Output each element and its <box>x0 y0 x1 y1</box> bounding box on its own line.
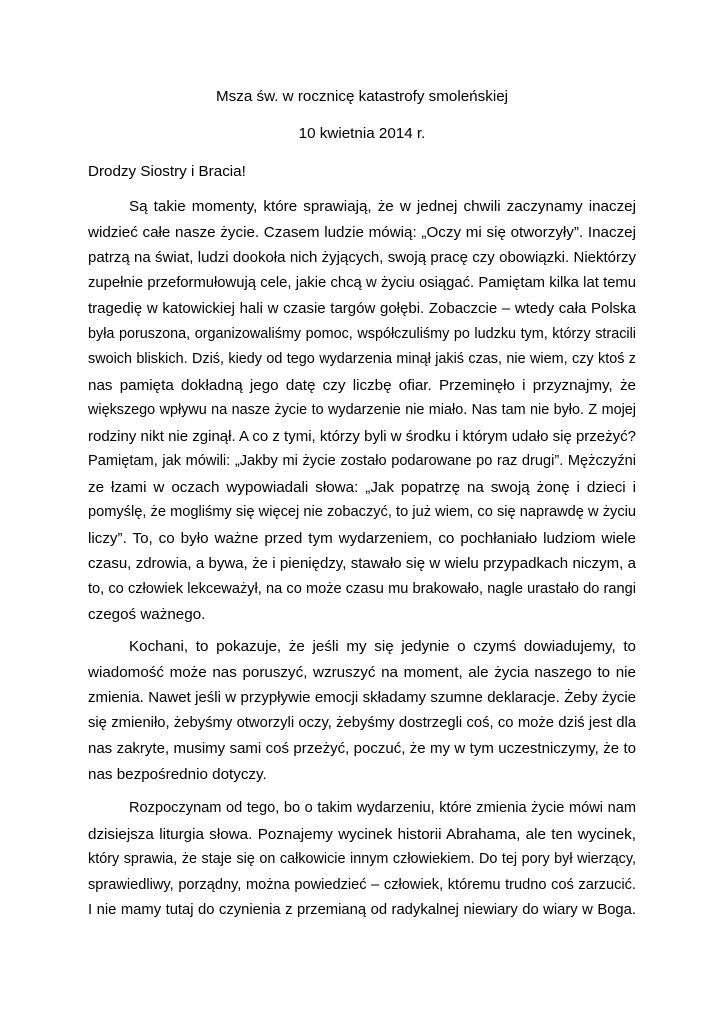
paragraph-line: nas pamięta dokładną jego datę czy liczbę ofiar. Przeminęło i przyznajmy, że <box>88 376 636 394</box>
paragraph-line: nas bezpośrednio dotyczy. <box>88 765 267 783</box>
paragraph-2 <box>88 634 636 787</box>
paragraph-line: Rozpoczynam od tego, bo o takim wydarzeniu, które zmienia życie mówi nam <box>129 800 636 816</box>
paragraph-line: sprawiedliwy, porządny, można powiedzieć – człowiek, któremu trudno coś zarzucić. <box>88 876 636 893</box>
paragraph-line: czasu, zdrowia, a bywa, że i pieniędzy, stawało się w wielu przypadkach niczym, a <box>88 555 636 572</box>
paragraph-line: to, co człowiek lekceważył, na co może czasu mu brakowało, nagle urastało do rangi <box>88 580 636 597</box>
paragraph-line: który sprawia, że staje się on całkowicie innym człowiekiem. Do tej pory był wierzący, <box>88 851 636 867</box>
paragraph-line: nas zakryte, musimy sami coś przeżyć, poczuć, że my w tym uczestniczymy, że to <box>88 740 636 757</box>
paragraph-1 <box>88 194 636 628</box>
salutation: Drodzy Siostry i Bracia! <box>88 163 246 180</box>
paragraph-line: była poruszona, organizowaliśmy pomoc, współczuliśmy po ludzku tym, którzy stracili <box>88 325 636 342</box>
paragraph-line: większego wpływu na nasze życie to wydarzenie nie miało. Nas tam nie było. Z mojej <box>88 402 636 418</box>
document-date: 10 kwietnia 2014 r. <box>298 125 426 142</box>
paragraph-line: pomyślę, że mogliśmy się więcej nie zobaczyć, to już wiem, co się naprawdę w życiu <box>88 504 636 520</box>
paragraph-line: swoich bliskich. Dziś, kiedy od tego wydarzenia minął jakiś czas, nie wiem, czy ktoś z <box>88 351 636 367</box>
paragraph-line: I nie mamy tutaj do czynienia z przemianą od radykalnej niewiary do wiary w Boga. <box>88 902 636 918</box>
paragraph-line: tragedię w katowickiej hali w czasie targów gołębi. Zobaczcie – wtedy cała Polska <box>88 300 636 317</box>
paragraph-line: Są takie momenty, które sprawiają, że w jednej chwili zaczynamy inaczej <box>129 198 636 215</box>
paragraph-line: się zmieniło, żebyśmy otworzyli oczy, żebyśmy dostrzegli coś, co może dziś jest dla <box>88 714 636 731</box>
paragraph-line: widzieć całe nasze życie. Czasem ludzie mówią: „Oczy mi się otworzyły”. Inaczej <box>88 223 636 241</box>
paragraph-line: Kochani, to pokazuje, że jeśli my się jedynie o czymś dowiadujemy, to <box>129 638 636 655</box>
paragraph-line: wiadomość może nas poruszyć, wzruszyć na moment, ale życia naszego to nie <box>88 663 636 681</box>
paragraph-line: Pamiętam, jak mówili: „Jakby mi życie zostało podarowane po raz drugi”. Mężczyźni <box>88 453 636 469</box>
paragraph-line: zmienia. Nawet jeśli w przypływie emocji składamy szumne deklaracje. Żeby życie <box>88 689 636 706</box>
paragraph-line: dzisiejsza liturgia słowa. Poznajemy wycinek historii Abrahama, ale ten wycinek, <box>88 825 636 843</box>
paragraph-3 <box>88 796 636 924</box>
paragraph-line: liczy”. To, co było ważne przed tym wydarzeniem, co pochłaniało ludziom wiele <box>88 529 636 547</box>
document-title: Msza św. w rocznicę katastrofy smoleńskiej <box>215 88 509 105</box>
paragraph-line: rodziny nikt nie zginął. A co z tymi, którzy byli w środku i którym udało się przeżyć? <box>88 427 636 445</box>
paragraph-line: ze łzami w oczach wypowiadali słowa: „Jak popatrzę na swoją żonę i dzieci i <box>88 478 636 496</box>
paragraph-line: patrzą na świat, ludzi dookoła nich żyjących, swoją pracę czy obowiązki. Niektórzy <box>88 249 636 266</box>
paragraph-line: czegoś ważnego. <box>88 606 206 623</box>
paragraph-line: zupełnie przeformułowują cele, jakie chcą w życiu osiągać. Pamiętam kilka lat temu <box>88 274 636 291</box>
